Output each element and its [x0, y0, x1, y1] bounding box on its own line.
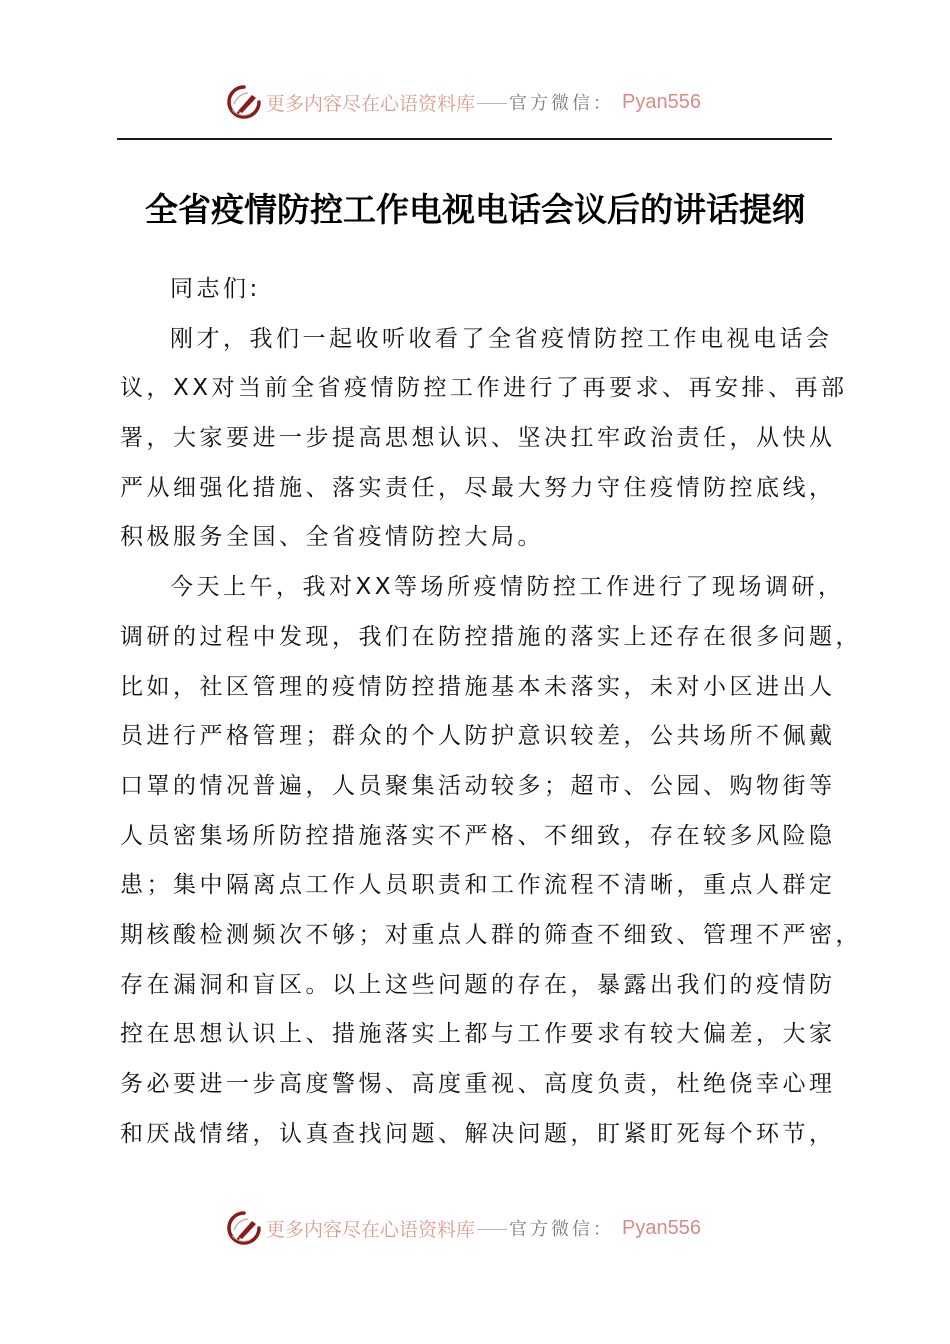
- paragraph-1-line: 议，XX对当前全省疫情防控工作进行了再要求、再安排、再部: [120, 375, 848, 402]
- wechat-id: Pyan556: [622, 90, 701, 113]
- header-rule-divider: [117, 138, 832, 140]
- paragraph-2-line: 今天上午，我对XX等场所疫情防控工作进行了现场调研，: [170, 574, 845, 601]
- document-body: [120, 265, 862, 1159]
- paragraph-2-line: 和厌战情绪，认真查找问题、解决问题，盯紧盯死每个环节，: [120, 1120, 836, 1147]
- promo-text: 更多内容尽在心语资料库: [266, 1218, 476, 1241]
- separator-dash: [477, 1229, 507, 1230]
- paragraph-1-line: 严从细强化措施、落实责任，尽最大努力守住疫情防控底线，: [120, 474, 836, 501]
- separator-dash: [477, 103, 507, 104]
- paragraph-2-line: 员进行严格管理；群众的个人防护意识较差，公共场所不佩戴: [120, 723, 836, 750]
- paragraph-2-line: 存在漏洞和盲区。以上这些问题的存在，暴露出我们的疫情防: [120, 971, 836, 998]
- quill-pen-logo-icon: [226, 84, 262, 120]
- wechat-label: 官方微信：: [509, 93, 615, 114]
- wechat-label: 官方微信：: [509, 1219, 615, 1240]
- paragraph-2-line: 比如，社区管理的疫情防控措施基本未落实，未对小区进出人: [120, 673, 836, 700]
- salutation: 同志们:: [170, 276, 261, 302]
- paragraph-2-line: 务必要进一步高度警惕、高度重视、高度负责，杜绝侥幸心理: [120, 1071, 836, 1097]
- paragraph-1-line: 刚才，我们一起收听收看了全省疫情防控工作电视电话会: [170, 325, 833, 352]
- paragraph-2-line: 调研的过程中发现，我们在防控措施的落实上还存在很多问题，: [120, 623, 862, 650]
- paragraph-2-line: 口罩的情况普遍，人员聚集活动较多；超市、公园、购物街等: [120, 772, 836, 799]
- paragraph-1-line: 积极服务全国、全省疫情防控大局。: [120, 524, 544, 551]
- header-banner: [226, 82, 701, 122]
- paragraph-1-line: 署，大家要进一步提高思想认识、坚决扛牢政治责任，从快从: [120, 425, 836, 452]
- paragraph-2-line: 人员密集场所防控措施落实不严格、不细致，存在较多风险隐: [120, 822, 836, 849]
- paragraph-2-line: 患；集中隔离点工作人员职责和工作流程不清晰，重点人群定: [120, 872, 836, 899]
- paragraph-2-line: 期核酸检测频次不够；对重点人群的筛查不细致、管理不严密，: [120, 921, 862, 948]
- document-title: 全省疫情防控工作电视电话会议后的讲话提纲: [145, 190, 805, 229]
- wechat-id: Pyan556: [622, 1216, 701, 1239]
- promo-text: 更多内容尽在心语资料库: [266, 92, 476, 115]
- paragraph-2-line: 控在思想认识上、措施落实上都与工作要求有较大偏差，大家: [120, 1021, 836, 1048]
- footer-banner: [226, 1208, 701, 1248]
- quill-pen-logo-icon: [226, 1210, 262, 1246]
